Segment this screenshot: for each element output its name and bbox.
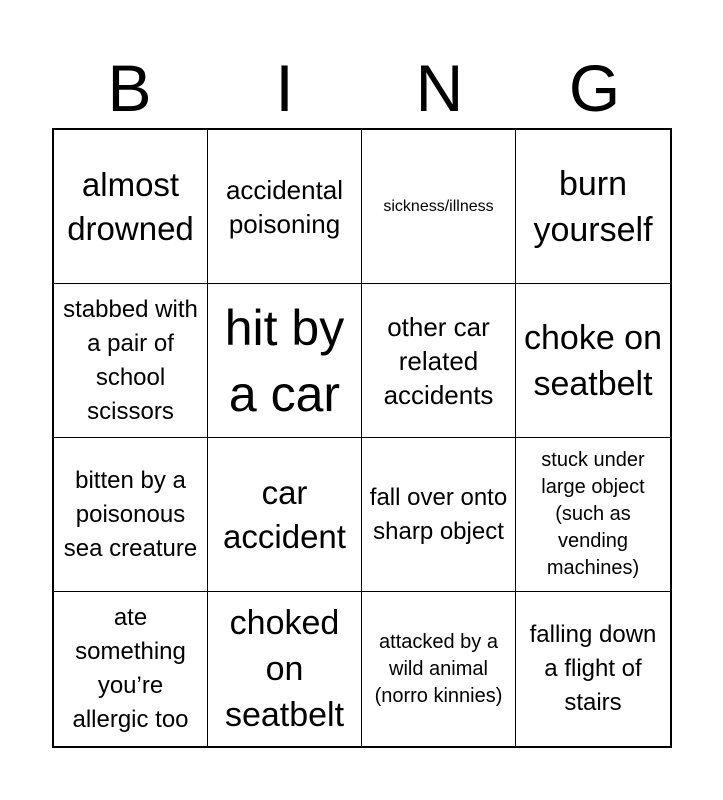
bingo-cell-text: car accident [223,473,346,555]
bingo-cell[interactable] [362,592,516,746]
bingo-cell-text: stuck under large object (such as vending machines) [541,449,645,579]
bingo-cell[interactable] [516,284,670,438]
bingo-cell[interactable] [54,284,208,438]
bingo-cell-text: choke on seatbelt [524,318,662,403]
bingo-cell-text: stabbed with a pair of school scissors [63,295,198,425]
bingo-cell[interactable] [208,592,362,746]
bingo-cell-text: burn yourself [533,164,653,249]
bingo-header [52,48,672,124]
bingo-card-grid [52,128,672,748]
bingo-cell[interactable] [516,592,670,746]
bingo-cell-text: fall over onto sharp object [369,483,508,545]
bingo-cell[interactable] [362,130,516,284]
bingo-cell-text: sickness/illness [383,198,494,215]
bingo-cell[interactable] [516,438,670,592]
bingo-cell-text: accidental poisoning [225,174,344,239]
bingo-cell-text: ate something you’re allergic too [72,604,189,733]
bingo-cell[interactable] [54,130,208,284]
header-letter-b: B [107,51,152,125]
bingo-cell[interactable] [54,438,208,592]
bingo-cell[interactable] [208,438,362,592]
bingo-cell[interactable] [208,130,362,284]
bingo-cell-text: hit by a car [224,299,345,422]
bingo-cell-text: bitten by a poisonous sea creature [63,466,198,562]
bingo-cell-text: attacked by a wild animal (norro kinnies) [374,630,503,707]
bingo-cell-text: other car related accidents [383,311,494,410]
header-letter-n: N [415,51,464,125]
header-letter-g: G [568,51,621,125]
bingo-cell[interactable] [208,284,362,438]
bingo-cell-text: choked on seatbelt [224,604,345,734]
bingo-cell[interactable] [54,592,208,746]
bingo-cell[interactable] [516,130,670,284]
bingo-cell-text: falling down a flight of stairs [529,621,657,716]
bingo-cell-text: almost drowned [67,165,194,247]
header-letter-i: I [275,51,294,125]
bingo-cell[interactable] [362,438,516,592]
bingo-cell[interactable] [362,284,516,438]
